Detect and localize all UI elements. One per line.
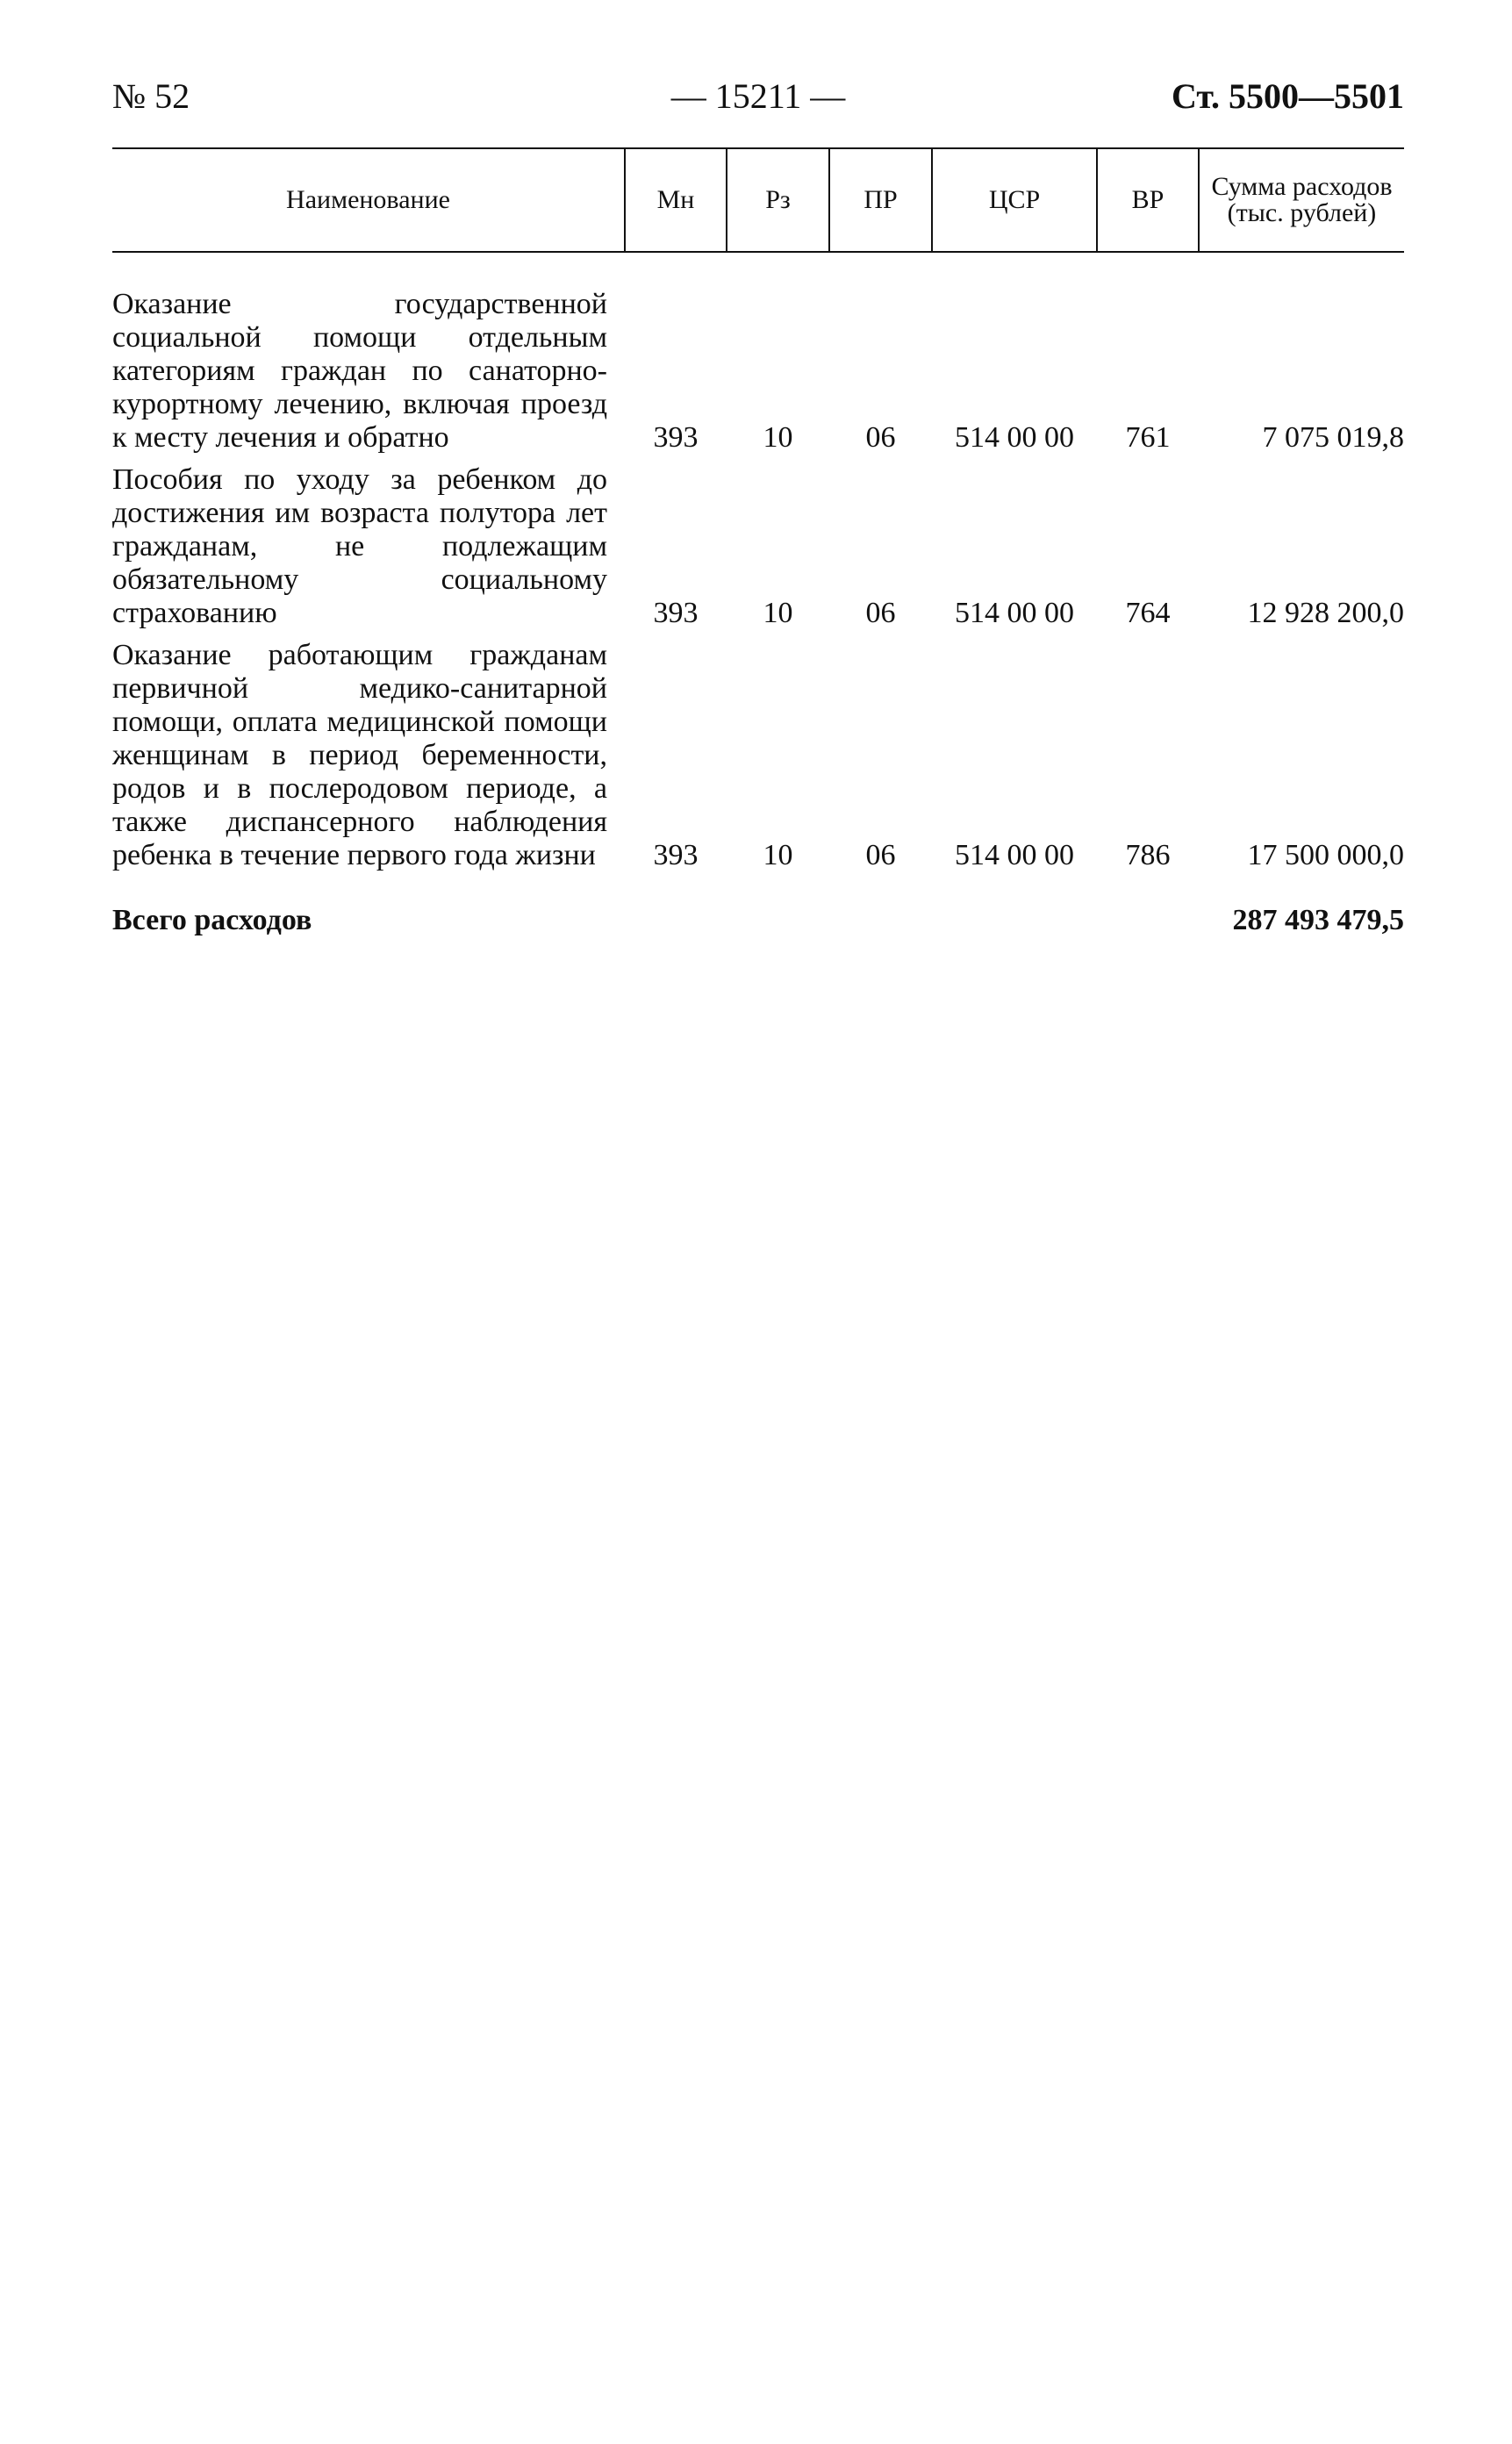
- column-header-vr: ВР: [1097, 148, 1199, 252]
- row-sum: 12 928 200,0: [1247, 597, 1404, 629]
- row-sum: 7 075 019,8: [1262, 421, 1404, 454]
- row-sum: 17 500 000,0: [1247, 839, 1404, 871]
- row-rz: 10: [763, 597, 793, 629]
- expenditure-table: [112, 147, 1404, 937]
- row-mn: 393: [653, 839, 699, 871]
- total-label: Всего расходов: [112, 904, 312, 936]
- issue-number: № 52: [112, 76, 190, 116]
- column-header-name: Наименование: [112, 148, 625, 252]
- row-vr: 786: [1125, 839, 1171, 871]
- column-header-pr: ПР: [829, 148, 932, 252]
- row-csr: 514 00 00: [955, 421, 1074, 454]
- table-row: [112, 252, 1404, 463]
- page-number: — 15211 —: [670, 76, 846, 116]
- row-vr: 761: [1125, 421, 1171, 454]
- row-mn: 393: [653, 421, 699, 454]
- running-header: [112, 68, 1404, 121]
- row-name: Оказание работающим гражданам первичной медико-санитарной помощи, оплата медицинской помощи женщинам в период беременности, родов и в послеродовом периоде, а также диспансерного наблюдения ребенка в течение первого года жизни: [112, 639, 607, 871]
- row-pr: 06: [865, 839, 896, 871]
- row-pr: 06: [865, 421, 896, 454]
- column-header-sum: Сумма расходов (тыс. рублей): [1199, 148, 1404, 252]
- table-row: [112, 463, 1404, 639]
- column-header-mn: Мн: [625, 148, 727, 252]
- row-csr: 514 00 00: [955, 839, 1074, 871]
- row-csr: 514 00 00: [955, 597, 1074, 629]
- total-sum: 287 493 479,5: [1232, 904, 1404, 936]
- row-mn: 393: [653, 597, 699, 629]
- total-row: [112, 881, 1404, 937]
- row-name: Пособия по уходу за ребенком до достижения им возраста полутора лет гражданам, не подлежащим обязательному социальному страхованию: [112, 463, 607, 629]
- table-row: [112, 639, 1404, 881]
- article-range: Ст. 5500—5501: [1172, 76, 1404, 116]
- column-header-rz: Рз: [727, 148, 829, 252]
- row-rz: 10: [763, 421, 793, 454]
- row-name: Оказание государственной социальной помощи отдельным категориям граждан по санаторно-курортному лечению, включая проезд к месту лечения и обратно: [112, 288, 607, 454]
- document-page: [112, 68, 1404, 936]
- row-vr: 764: [1125, 597, 1171, 629]
- column-header-csr: ЦСР: [932, 148, 1097, 252]
- table-header: [112, 148, 1404, 252]
- table-body: [112, 252, 1404, 937]
- row-pr: 06: [865, 597, 896, 629]
- row-rz: 10: [763, 839, 793, 871]
